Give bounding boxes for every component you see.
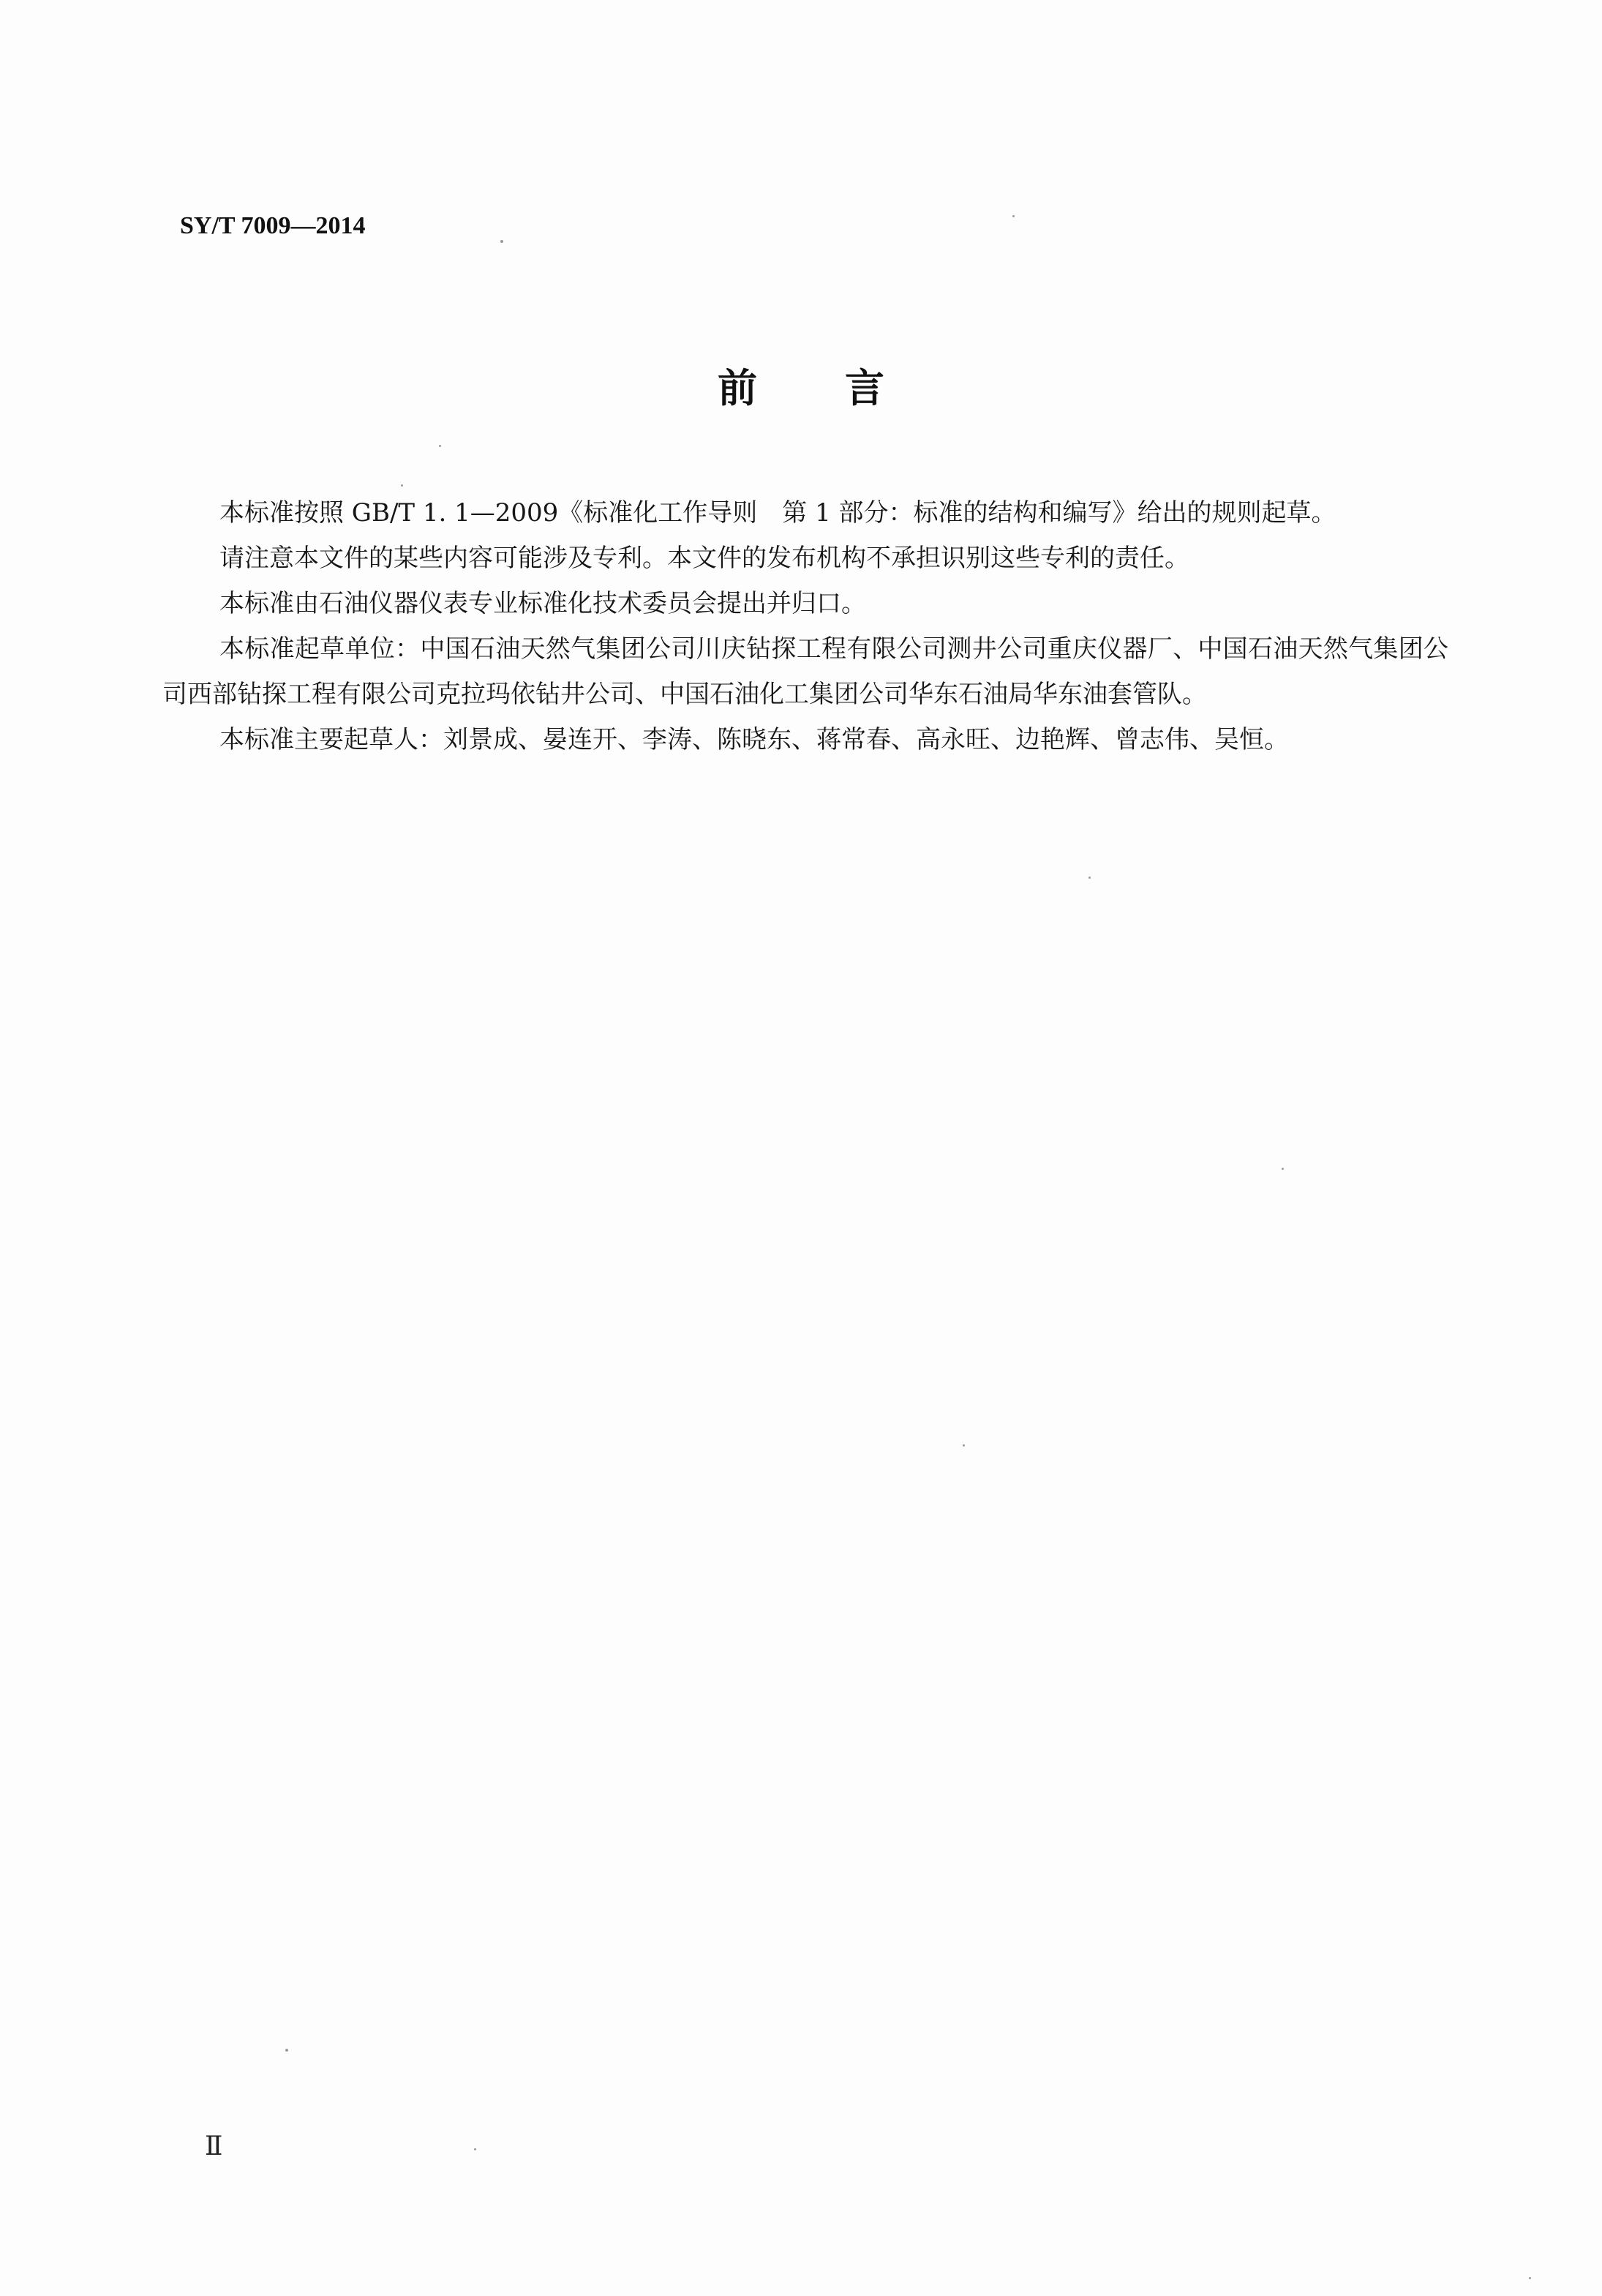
title-char-1: 前 bbox=[718, 365, 757, 411]
paragraph-drafters: 本标准主要起草人：刘景成、晏连开、李涛、陈晓东、蒋常春、高永旺、边艳辉、曾志伟、吴恒。 bbox=[219, 725, 1289, 754]
scan-speck bbox=[1012, 215, 1015, 217]
scan-speck bbox=[1282, 1168, 1284, 1170]
standard-code: SY/T 7009—2014 bbox=[180, 212, 366, 239]
scan-speck bbox=[500, 240, 503, 243]
scan-speck bbox=[401, 484, 403, 487]
scan-speck bbox=[963, 1444, 965, 1447]
page-title bbox=[0, 357, 1602, 413]
page-number: Ⅱ bbox=[205, 2131, 223, 2161]
paragraph-drafting-units: 本标准起草单位：中国石油天然气集团公司川庆钻探工程有限公司测井公司重庆仪器厂、中国石油天然气集团公司西部钻探工程有限公司克拉玛依钻井公司、中国石油化工集团公司华东石油局华东油套管队。 bbox=[162, 634, 1448, 709]
scan-speck bbox=[1529, 2277, 1531, 2279]
paragraph-drafting-rules: 本标准按照 GB/T 1. 1—2009《标准化工作导则 第 1 部分：标准的结构和编写》给出的规则起草。 bbox=[219, 498, 1336, 528]
paragraph-proposer: 本标准由石油仪器仪表专业标准化技术委员会提出并归口。 bbox=[219, 589, 866, 618]
foreword-body bbox=[162, 490, 1448, 762]
scan-speck bbox=[474, 2148, 476, 2150]
title-char-2: 言 bbox=[845, 365, 884, 411]
scan-speck bbox=[439, 445, 441, 447]
scan-speck bbox=[285, 2049, 288, 2052]
paragraph-patent-notice: 请注意本文件的某些内容可能涉及专利。本文件的发布机构不承担识别这些专利的责任。 bbox=[219, 544, 1189, 573]
scan-speck bbox=[1088, 877, 1091, 879]
